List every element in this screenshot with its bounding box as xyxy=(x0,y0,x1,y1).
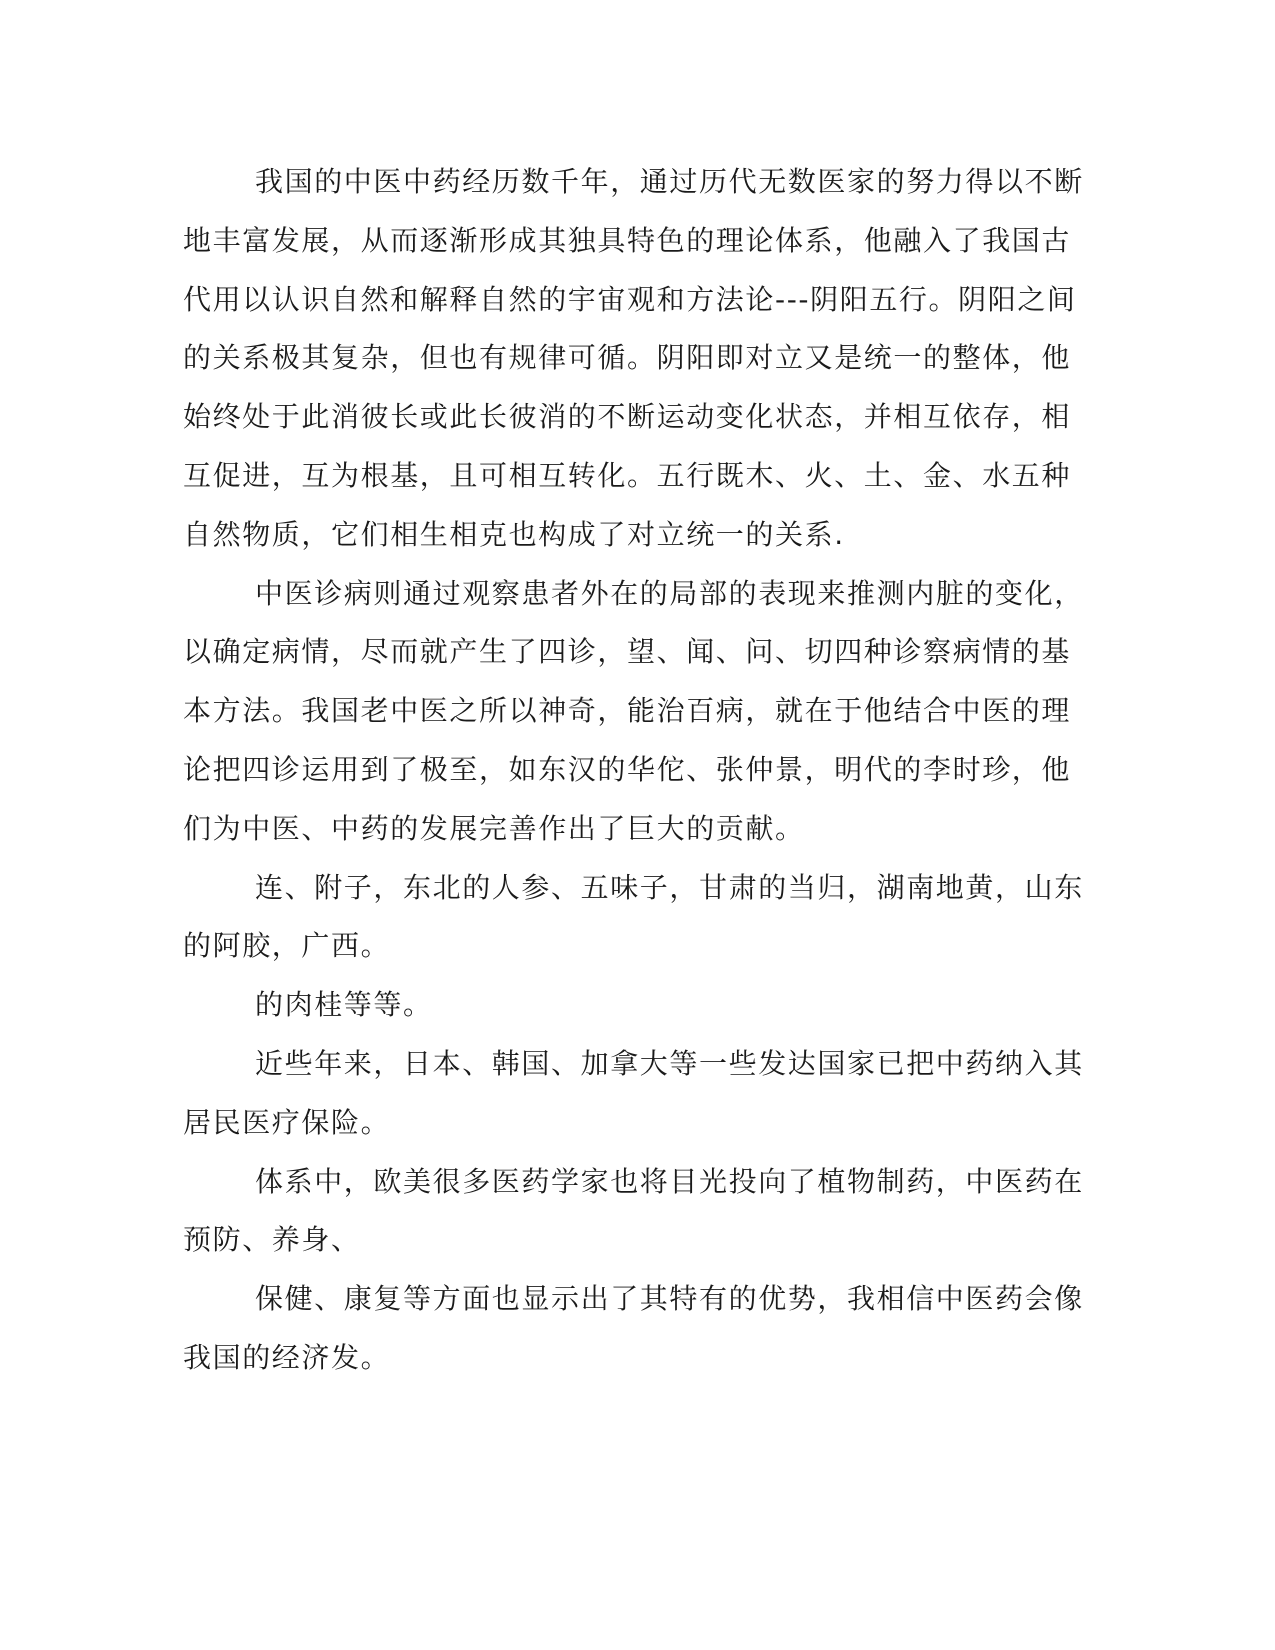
text-line: 代用以认识自然和解释自然的宇宙观和方法论---阴阳五行。阴阳之间 xyxy=(183,282,1077,316)
text-line: 自然物质，它们相生相克也构成了对立统一的关系. xyxy=(183,517,845,551)
text-line: 始终处于此消彼长或此长彼消的不断运动变化状态，并相互依存，相 xyxy=(183,400,1072,434)
text-line: 保健、康复等方面也显示出了其特有的优势，我相信中医药会像 xyxy=(255,1282,1084,1316)
paragraph-health-care xyxy=(183,1270,1084,1388)
text-line: 连、附子，东北的人参、五味子，甘肃的当归，湖南地黄，山东 xyxy=(255,870,1084,904)
text-line: 论把四诊运用到了极至，如东汉的华佗、张仲景，明代的李时珍，他 xyxy=(183,752,1072,786)
text-line: 预防、养身、 xyxy=(183,1223,361,1257)
text-line: 居民医疗保险。 xyxy=(183,1105,391,1139)
paragraph-insurance xyxy=(183,1035,1084,1153)
text-line: 以确定病情，尽而就产生了四诊，望、闻、问、切四种诊察病情的基 xyxy=(183,635,1072,669)
text-line: 我国的中医中药经历数千年，通过历代无数医家的努力得以不断 xyxy=(255,165,1084,198)
text-line: 中医诊病则通过观察患者外在的局部的表现来推测内脏的变化， xyxy=(255,576,1084,610)
text-line: 互促进，互为根基，且可相互转化。五行既木、火、土、金、水五种 xyxy=(183,458,1072,492)
text-line: 的阿胶，广西。 xyxy=(183,929,391,963)
text-line: 体系中，欧美很多医药学家也将目光投向了植物制药，中医药在 xyxy=(255,1164,1084,1198)
paragraph-four-diagnoses xyxy=(183,565,1084,859)
text-line: 我国的经济发。 xyxy=(183,1340,391,1374)
paragraph-cinnamon xyxy=(183,976,1027,1035)
document-page xyxy=(183,153,1084,1388)
text-line: 近些年来，日本、韩国、加拿大等一些发达国家已把中药纳入其 xyxy=(255,1046,1084,1080)
text-line: 的肉桂等等。 xyxy=(255,988,433,1022)
text-line: 地丰富发展，从而逐渐形成其独具特色的理论体系，他融入了我国古 xyxy=(183,223,1072,257)
paragraph-herbs-regions xyxy=(183,859,1084,977)
text-line: 本方法。我国老中医之所以神奇，能治百病，就在于他结合中医的理 xyxy=(183,694,1072,728)
paragraph-yin-yang xyxy=(183,153,1084,565)
text-line: 们为中医、中药的发展完善作出了巨大的贡献。 xyxy=(183,811,805,845)
text-line: 的关系极其复杂，但也有规律可循。阴阳即对立又是统一的整体，他 xyxy=(183,341,1072,375)
paragraph-plant-medicine xyxy=(183,1153,1084,1271)
